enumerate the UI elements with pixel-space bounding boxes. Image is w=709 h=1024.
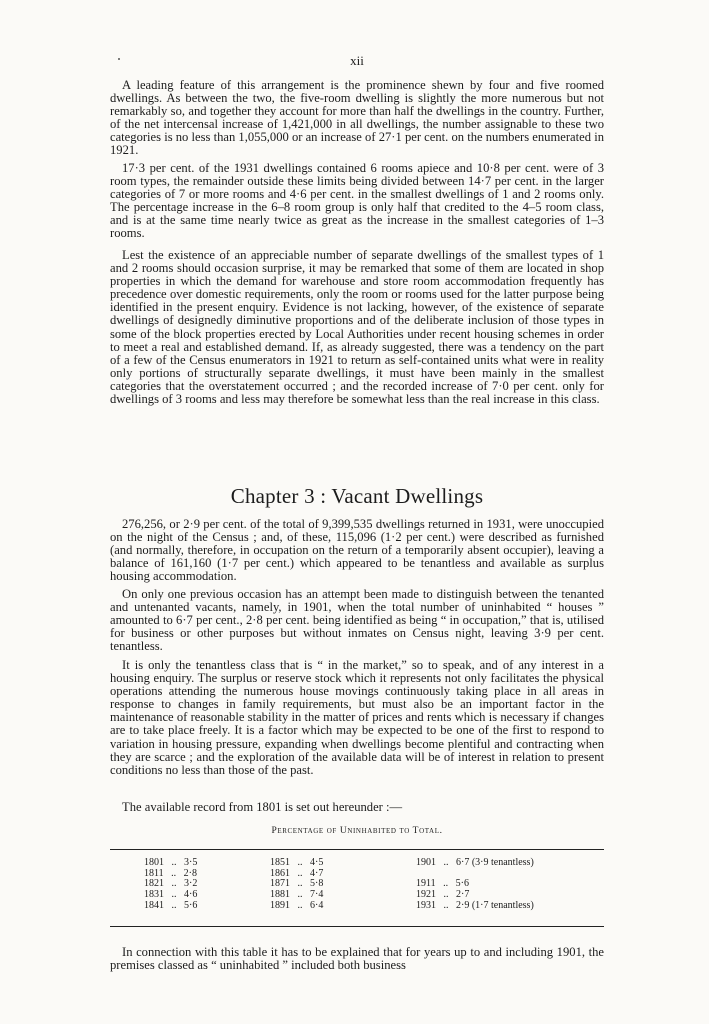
table-column-1801-1841 xyxy=(144,858,197,912)
table-leader: .. xyxy=(171,878,177,890)
table-leader: .. xyxy=(171,857,177,868)
paragraph-previous-occasion: On only one previous occasion has an attempt been made to distinguish between the tenanted and untenanted vacants, namely, in 1901, when the total number of uninhabited “ houses ” amounted to 6·7 per cent., 2·8 per cent. being identified as being “ in occupation,” that is, utilised for business or other purposes but without inmates on Census night, leaving 3·9 per cent. tenantless. xyxy=(110,587,604,654)
table-year: 1841 xyxy=(144,899,164,911)
table-leader: .. xyxy=(297,878,303,890)
table-value: 6·4 xyxy=(310,899,324,911)
table-leader: .. xyxy=(443,878,449,890)
table-value: 2·7 xyxy=(456,889,470,901)
table-column-1851-1891 xyxy=(270,858,323,912)
table-leader: .. xyxy=(297,867,303,879)
table-value: 6·7 xyxy=(456,857,470,868)
table-leader: .. xyxy=(297,899,303,911)
table-value: 2·9 xyxy=(456,899,470,911)
table-year: 1871 xyxy=(270,878,290,890)
table-leader: .. xyxy=(297,889,303,901)
table-caption: Percentage of Uninhabited to Total. xyxy=(271,826,443,836)
table-note: (3·9 tenantless) xyxy=(469,857,534,868)
table-leader: .. xyxy=(171,899,177,911)
table-note: (1·7 tenantless) xyxy=(469,899,534,911)
table-leader: .. xyxy=(443,857,449,868)
table-year: 1881 xyxy=(270,889,290,901)
table-year: 1921 xyxy=(416,889,436,901)
table-value: 2·8 xyxy=(183,867,197,879)
paragraph-vacant-totals: 276,256, or 2·9 per cent. of the total of 9,399,535 dwellings returned in 1931, were unoccupied on the night of the Census ; and, of these, 115,096 (1·2 per cent.) were described as furnished (and normally, therefore, in occupation on the return of a temporarily absent occupier), leaving a balance of 161,160 (1·7 per cent.) which appeared to be tenantless and available as surplus housing accommodation. xyxy=(110,517,604,584)
table-leader: .. xyxy=(171,889,177,901)
table-year: 1801 xyxy=(144,857,164,868)
chapter-heading: Chapter 3 : Vacant Dwellings xyxy=(230,484,484,508)
page-number: xii xyxy=(350,53,364,68)
table-value: 7·4 xyxy=(310,889,324,901)
table-value: 5·6 xyxy=(455,878,469,890)
table-year: 1931 xyxy=(416,899,436,911)
paragraph-four-five-rooms: A leading feature of this arrangement is the prominence shewn by four and five roomed dwellings. As between the two, the five-room dwelling is slightly the more numerous but not remarkably so, and together they account for more than half the dwellings in the country. Further, of the net intercensal increase of 1,421,000 in all dwellings, the number assignable to these two categories is no less than 1,055,000 or an increase of 27·1 per cent. on the numbers enumerated in 1921. xyxy=(110,78,604,158)
paragraph-record-intro: The available record from 1801 is set out hereunder :— xyxy=(122,800,403,814)
table-year: 1811 xyxy=(144,867,164,879)
paragraph-closing: In connection with this table it has to be explained that for years up to and including 1901, the premises classed as “ uninhabited ” included both business xyxy=(110,945,604,973)
table-row xyxy=(416,858,534,869)
table-value: 5·6 xyxy=(184,899,198,911)
table-year: 1901 xyxy=(416,857,436,868)
table-value: 4·7 xyxy=(310,867,324,879)
table-year: 1831 xyxy=(144,889,164,901)
table-top-rule xyxy=(110,849,604,850)
table-row xyxy=(416,901,534,912)
table-value: 4·5 xyxy=(310,857,324,868)
table-value: 3·2 xyxy=(184,878,198,890)
table-column-1901-1931 xyxy=(416,858,534,912)
table-leader: .. xyxy=(171,867,177,879)
table-year: 1821 xyxy=(144,878,164,890)
table-year: 1911 xyxy=(416,878,436,890)
table-year: 1851 xyxy=(270,857,290,868)
table-value: 4·6 xyxy=(184,889,198,901)
table-value: 5·8 xyxy=(310,878,324,890)
table-year: 1861 xyxy=(270,867,290,879)
table-leader: .. xyxy=(443,889,449,901)
table-leader: .. xyxy=(443,899,449,911)
table-row xyxy=(270,901,323,912)
paragraph-small-dwellings: Lest the existence of an appreciable number of separate dwellings of the smallest types of 1 and 2 rooms should occasion surprise, it may be remarked that some of them are located in shop properties in which the demand for warehouse and store room accommodation frequently has precedence over domestic requirements, only the room or rooms used for the latter purpose being identified in the present enquiry. Evidence is not lacking, however, of the existence of separate dwellings of designedly diminutive proportions and of the deliberate inclusion of those types in some of the block properties erected by Local Authorities under recent housing schemes in order to meet a real and established demand. If, as already suggested, there was a tendency on the part of a few of the Census enumerators in 1921 to return as self-contained units what were in reality only portions of structurally separate dwellings, it must have been mainly in the smallest categories that the overstatement occurred ; and the recorded increase of 7·0 per cent. only for dwellings of 3 rooms and less may therefore be somewhat less than the real increase in this class. xyxy=(110,248,604,407)
table-year: 1891 xyxy=(270,899,290,911)
paragraph-room-percentages: 17·3 per cent. of the 1931 dwellings contained 6 rooms apiece and 10·8 per cent. were of 3 room types, the remainder outside these limits being divided between 14·7 per cent. in the larger categories of 7 or more rooms and 4·6 per cent. in the smallest dwellings of 1 and 2 rooms only. The percentage increase in the 6–8 room group is only half that credited to the 4–5 room class, and is at the same time nearly twice as great as the increase in the smallest categories of 1–3 rooms. xyxy=(110,161,604,241)
table-bottom-rule xyxy=(110,926,604,927)
table-row xyxy=(144,901,197,912)
table-leader: .. xyxy=(297,857,303,868)
table-value: 3·5 xyxy=(184,857,198,868)
paragraph-tenantless-class: It is only the tenantless class that is “ in the market,” so to speak, and of any interest in a housing enquiry. The surplus or reserve stock which it represents not only facilitates the physical operations attending the numerous house movings continuously taking place in all areas in response to changes in family requirements, but must also be an important factor in the maintenance of reasonable stability in the matter of prices and rents which is necessary if changes are to take place freely. It is a factor which may be expected to be one of the first to respond to variation in housing pressure, expanding when dwellings become plentiful and contracting when they are scarce ; and the exploration of the available data will be of interest in relation to present conditions no less than those of the past. xyxy=(110,658,604,777)
